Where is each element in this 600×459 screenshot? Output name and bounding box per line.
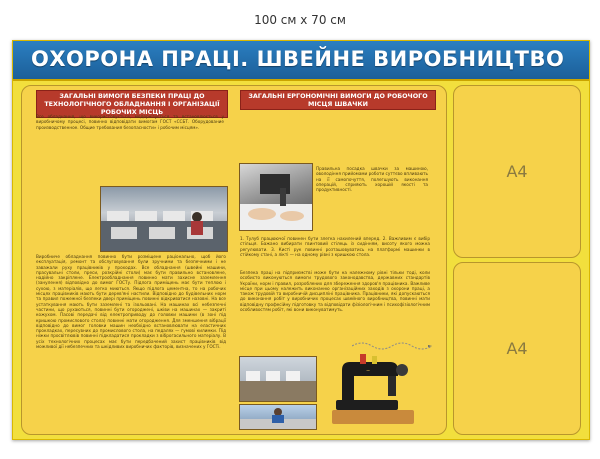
right-section-heading: ЗАГАЛЬНІ ЕРГОНОМІЧНІ ВИМОГИ ДО РОБОЧОГО МІСЦЯ ШВАЧКИ — [240, 90, 436, 110]
board-size-label: 100 см х 70 см — [254, 13, 346, 27]
sewing-workshop-photo — [100, 186, 228, 252]
board-title: ОХОРОНА ПРАЦІ. ШВЕЙНЕ ВИРОБНИЦТВО — [31, 47, 565, 71]
main-panel — [21, 85, 447, 435]
a4-pocket-top-label: A4 — [506, 162, 528, 181]
title-bar — [13, 41, 589, 81]
a4-pocket-bottom — [453, 262, 581, 435]
info-board — [12, 40, 590, 440]
left-section-intro: Все обладнання, що використовується, модернізується та встановлюється у виробничому процесі, повинно відповідати вимогам ГОСТ «ССБТ. Оборудование производственное. Общие требования безопасности» і робочим місцям». — [36, 114, 224, 130]
sewing-machine-closeup-photo — [239, 163, 313, 231]
workshop-machines-photo — [239, 356, 317, 402]
thread-decoration-icon — [352, 340, 432, 352]
left-section-heading: ЗАГАЛЬНІ ВИМОГИ БЕЗПЕКИ ПРАЦІ ДО ТЕХНОЛОГІЧНОГО ОБЛАДНАННЯ І ОРГАНІЗАЦІЇ РОБОЧИХ МІСЦЬ — [36, 90, 228, 118]
a4-pocket-top — [453, 85, 581, 258]
right-section-body: Безпека праці на підприємстві може бути на належному рівні тільки тоді, коли особисто виконуються вимоги трудового законодавства, державних стандартів України, норм і правил, розроблених для збереження здоров'я працівника. Важливе місце при цьому належить виконанню організаційних заходів з охорони праці, а також трудовій та виробничій дисципліні працівника. Працівники, які допускаються до виконання робіт у виробничих процесах швейного виробництва, повинні мати відповідну професійну підготовку та відповідати фізіологічним і психофізіологічним особливостям робіт, які вони виконуватимуть. — [240, 270, 430, 313]
right-section-list: 1. Тулуб працюючої повинен бути злегка нахилений вперед. 2. Важливим є вибір стільця. Бажано вибирати гвинтовий стілець із сидінням, висоту якого можна регулювати. 3. Кисті рук повинні розташовуватись на платформі машинки в стійкому стані, а лікті — на одному рівні з кришкою стола. — [240, 236, 430, 257]
svg-text:~: ~ — [366, 368, 371, 374]
right-section-side-text: Правильна посадка швачки за машиною, оволодіння прийомами роботи суттєво впливають на її самопочуття, полегшують виконання операцій, сприяють хорошій якості та продуктивності. — [316, 166, 428, 193]
a4-pocket-bottom-label: A4 — [506, 339, 528, 358]
sewing-machine-icon — [328, 352, 418, 428]
left-section-body: Виробниче обладнання повинно бути розміщене раціонально, щоб його експлуатація, ремонт та обслуговування були зручними та безпечними і не заважали руху працівників у проходах. Все обладнання (швейні машини, прасувальні столи, преси, розкрійні столи) має бути правильно встановлене, надійно закріплене. Електрообладнання повинно мати захисне заземлення (занулення) відповідно до вимог ГОСТу. Підлога приміщень має бути теплою і сухою, з матеріалів, що легко миються. Якщо підлога цементна, то на робочих місцях працівників мають бути дерев'яні настили. Відповідно до будівельних норм та правил пожежної безпеки двері приміщень повинні відкриватися назовні. На все устаткування мають бути заземлені та ізольовані. На машинах всі небезпечні частини, що рухаються, повинні бути огороджені, шківи на машинах — закриті кожухом. Пасові передачі від електроприводу до головки машини (в зоні під кришкою промислового стола) повинні мати огородження. Для зменшення вібрації відповідно до вимог головки машин необхідно встановлювати на еластичних прокладках, пересувних до промислового стола, на педалях — гумові килимки. Під ніжки просвітлювів повинні підкладатися прокладки з віброгасильного матеріалу. В усіх технологічних процесах має бути передбачений захист працівників від можливої дії небезпечних та шкідливих виробничих факторів, визначених у ГОСТі. — [36, 254, 226, 350]
seamstress-photo — [239, 404, 317, 430]
